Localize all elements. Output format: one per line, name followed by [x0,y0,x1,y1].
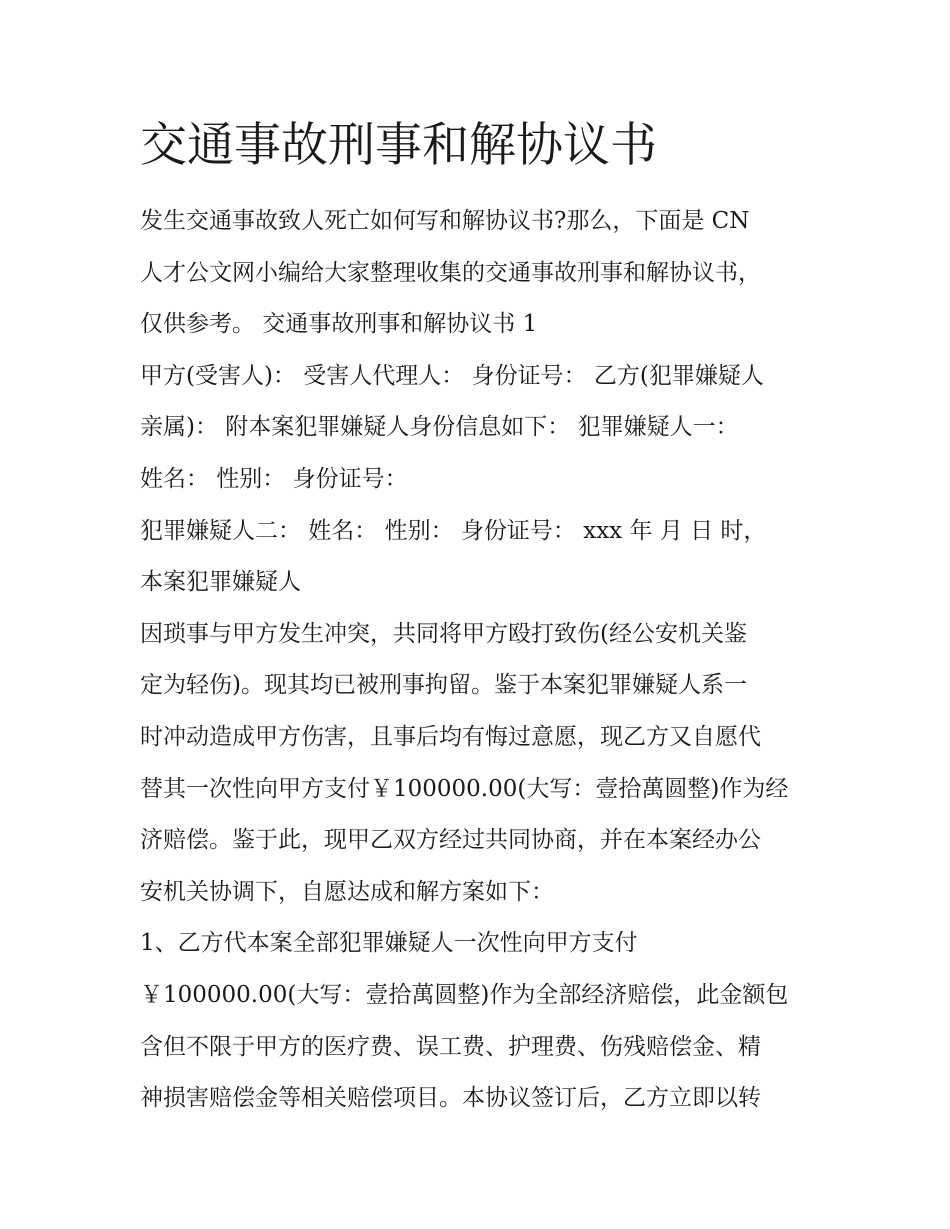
body-line: 甲方(受害人)： 受害人代理人： 身份证号： 乙方(犯罪嫌疑人 [140,362,764,389]
body-line: 因琐事与甲方发生冲突，共同将甲方殴打致伤(经公安机关鉴 [140,620,747,647]
body-line: 安机关协调下，自愿达成和解方案如下： [140,878,554,905]
body-line: 人才公文网小编给大家整理收集的交通事故刑事和解协议书， [140,259,761,286]
document-title: 交通事故刑事和解协议书 [140,118,657,173]
body-line: 含但不限于甲方的医疗费、误工费、护理费、伤残赔偿金、精 [140,1033,761,1060]
body-line: 济赔偿。鉴于此，现甲乙双方经过共同协商，并在本案经办公 [140,827,761,854]
body-line: 替其一次性向甲方支付￥100000.00(大写：壹拾萬圆整)作为经 [140,775,789,802]
body-line: 仅供参考。 交通事故刑事和解协议书 1 [140,311,538,338]
body-line: 犯罪嫌疑人二： 姓名： 性别： 身份证号： xxx 年 月 日 时， [140,517,767,544]
body-line: 定为轻伤)。现其均已被刑事拘留。鉴于本案犯罪嫌疑人系一 [140,672,747,699]
body-line: 时冲动造成甲方伤害，且事后均有悔过意愿，现乙方又自愿代 [140,723,761,750]
body-line: 姓名： 性别： 身份证号： [140,465,408,492]
body-line: 亲属)： 附本案犯罪嫌疑人身份信息如下： 犯罪嫌疑人一： [140,414,739,441]
document-body [140,196,830,1125]
body-line: 发生交通事故致人死亡如何写和解协议书?那么，下面是 CN [140,208,750,234]
body-line: 1、乙方代本案全部犯罪嫌疑人一次性向甲方支付 [140,930,638,957]
body-line: 本案犯罪嫌疑人 [140,569,301,596]
body-line: ￥100000.00(大写：壹拾萬圆整)作为全部经济赔偿，此金额包 [140,981,789,1008]
body-line: 神损害赔偿金等相关赔偿项目。本协议签订后，乙方立即以转 [140,1085,761,1112]
